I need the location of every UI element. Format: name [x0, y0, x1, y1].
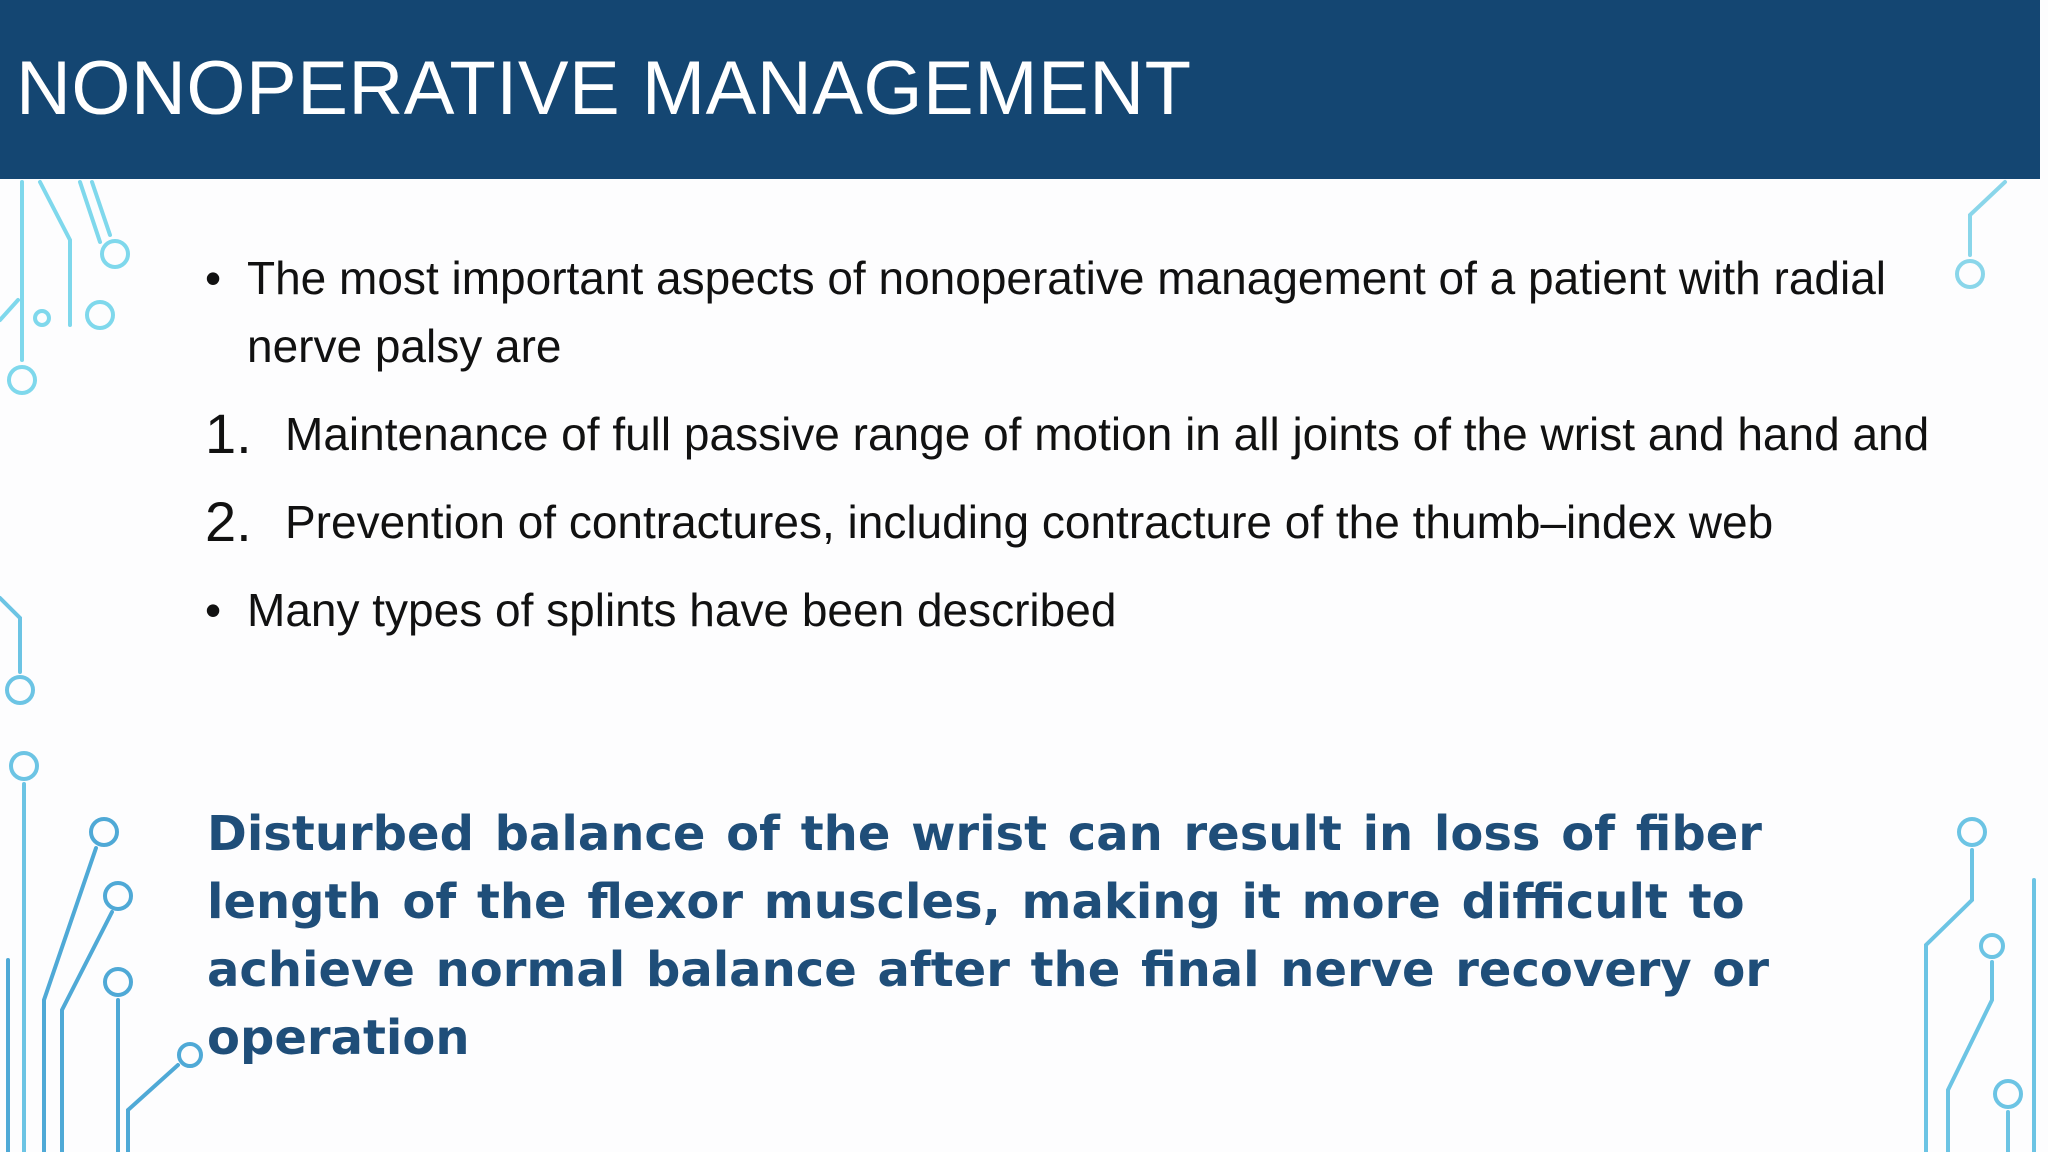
circuit-left-middle: [0, 598, 37, 1152]
bullet-marker: •: [205, 584, 222, 636]
numbered-text: Maintenance of full passive range of motion in all joints of the wrist and hand and: [285, 408, 1930, 460]
slide-body: [205, 244, 1930, 664]
bullet-text: Many types of splints have been described: [247, 584, 1117, 636]
numbered-item: [205, 400, 1930, 468]
circuit-bottom-right: [1926, 819, 2034, 1152]
bullet-item: [205, 244, 1925, 380]
emphasis-note: Disturbed balance of the wrist can result in loss of fiber length of the flexor muscles, making it more difficult to achieve normal balance after the final nerve recovery or operation: [207, 806, 1770, 1066]
circuit-top-right: [1957, 182, 2005, 287]
bullet-item: [205, 576, 1925, 644]
number-marker: 2.: [205, 490, 252, 553]
circuit-bottom-left: [8, 819, 201, 1152]
title-bar: [0, 0, 2040, 179]
numbered-text: Prevention of contractures, including contracture of the thumb–index web: [285, 496, 1774, 548]
bullet-marker: •: [205, 252, 222, 304]
numbered-item: [205, 488, 1925, 556]
bullet-text: The most important aspects of nonoperative management of a patient with radial nerve palsy are: [247, 252, 1887, 372]
slide-title: NONOPERATIVE MANAGEMENT: [16, 46, 1192, 131]
circuit-top-left: [0, 182, 128, 393]
number-marker: 1.: [205, 402, 252, 465]
